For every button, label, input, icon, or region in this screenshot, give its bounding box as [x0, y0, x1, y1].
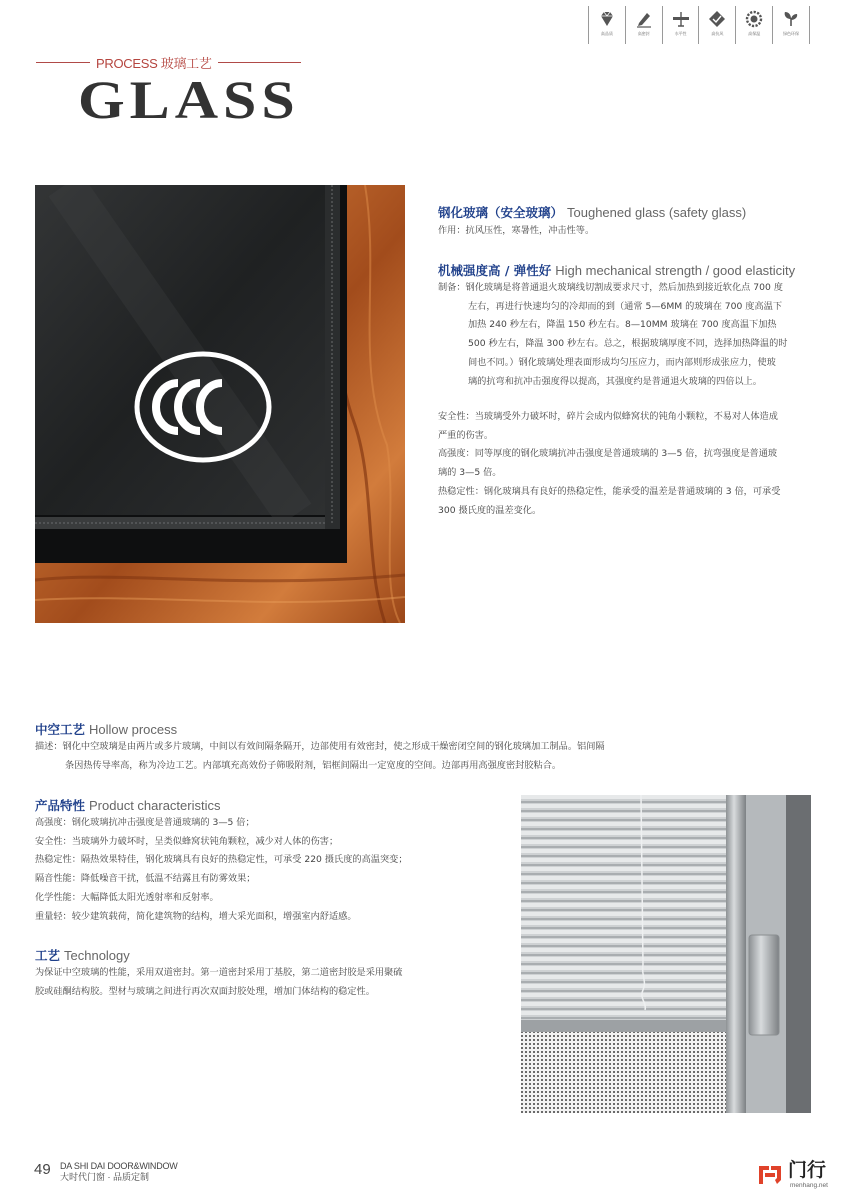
- hollow-blinds-photo: [521, 795, 811, 1113]
- technology-heading: 工艺 Technology: [35, 948, 130, 963]
- feature-insulation: 高保温: [735, 6, 772, 44]
- level-icon: [671, 9, 691, 29]
- technology-text: 为保证中空玻璃的性能，采用双道密封。第一道密封采用丁基胶，第二道密封胶是采用聚硫 胶或硅酮结构胶。型材与玻璃之间进行再次双面封胶处理，增加门体结构的稳定性。: [35, 967, 403, 997]
- menhang-logo-icon: [757, 1162, 783, 1186]
- plant-icon: [781, 9, 801, 29]
- feature-eco: 绿色环保: [772, 6, 810, 44]
- menhang-domain: menhang.net: [790, 1182, 828, 1189]
- properties-text: 安全性：当玻璃受外力破坏时，碎片会成内似蜂窝状的钝角小颗粒，不易对人体造成 严重的伤害。 高强度：同等厚度的钢化玻璃抗冲击强度是普通玻璃的 3—5 倍，抗弯强度是普通玻 璃的 3—5 倍。 热稳定性：钢化玻璃具有良好的热稳定性，能承受的温差是普通玻璃的 3 倍，可承受 300 摄氏度的温差变化。: [438, 411, 781, 516]
- feature-seal: 高密封: [625, 6, 662, 44]
- process-label: PROCESS 玻璃工艺: [90, 53, 218, 72]
- menhang-logo-text: 门行: [788, 1159, 827, 1181]
- feature-level: 水平性: [662, 6, 699, 44]
- hollow-heading: 中空工艺 Hollow process: [35, 722, 178, 737]
- feature-quality: 高品质: [588, 6, 625, 44]
- strength-heading: 机械强度高 / 弹性好 High mechanical strength / good elasticity: [438, 263, 796, 278]
- shield-icon: [707, 9, 727, 29]
- footer-brand: DA SHI DAI DOOR&WINDOW 大时代门窗 · 品质定制: [60, 1161, 178, 1182]
- toughened-heading: 钢化玻璃（安全玻璃） Toughened glass (safety glass): [438, 205, 747, 220]
- product-heading: 产品特性 Product characteristics: [35, 798, 221, 813]
- glass-window-photo: [35, 185, 405, 623]
- page-title: GLASS: [78, 70, 300, 130]
- diamond-icon: [597, 9, 617, 29]
- gear-icon: [744, 9, 764, 29]
- toughened-purpose: 作用：抗风压性，寒暑性，冲击性等。: [438, 225, 595, 236]
- pen-icon: [634, 9, 654, 29]
- strength-text: 制备：钢化玻璃是将普通退火玻璃线切割成要求尺寸，然后加热到接近软化点 700 度 左右，再进行快速均匀的冷却而的到（通常 5—6MM 的玻璃在 700 度高温下 加热 240 秒左右，降温 150 秒左右。8—10MM 玻璃在 700 度高温下加热 500 秒左右，降温 300 秒左右。总之，根据玻璃厚度不同，选择加热降温的时 间也不同。）钢化玻璃处理表面形成均匀压应力，而内部则形成张应力，使玻 璃的抗弯和抗冲击强度得以提高，其强度约是普通退火玻璃的四倍以上。: [438, 282, 788, 387]
- page-number: 49: [34, 1161, 51, 1178]
- product-text: 高强度：钢化玻璃抗冲击强度是普通玻璃的 3—5 倍； 安全性：当玻璃外力破坏时，呈类似蜂窝状钝角颗粒，减少对人体的伤害； 热稳定性：隔热效果特佳，钢化玻璃具有良好的热稳定性，可承受 220 摄氏度的高温突变； 隔音性能：降低噪音干扰，低温不结露且有防雾效果； 化学性能：大幅降低太阳光透射率和反射率。 重量轻：较少建筑载荷，简化建筑物的结构，增大采光面积，增强室内舒适感。: [35, 817, 408, 922]
- feature-wind: 高抗风: [698, 6, 735, 44]
- feature-icons: [588, 6, 810, 44]
- hollow-text: 描述：钢化中空玻璃是由两片或多片玻璃，中间以有效间隔条隔开，边部使用有效密封，使之形成干燥密闭空间的钢化玻璃加工制品。铝间隔 条因热传导率高，称为冷边工艺。内部填充高效份子筛吸附剂，铝框间隔出一定宽度的空间。边部再用高强度密封胶粘合。: [35, 741, 605, 771]
